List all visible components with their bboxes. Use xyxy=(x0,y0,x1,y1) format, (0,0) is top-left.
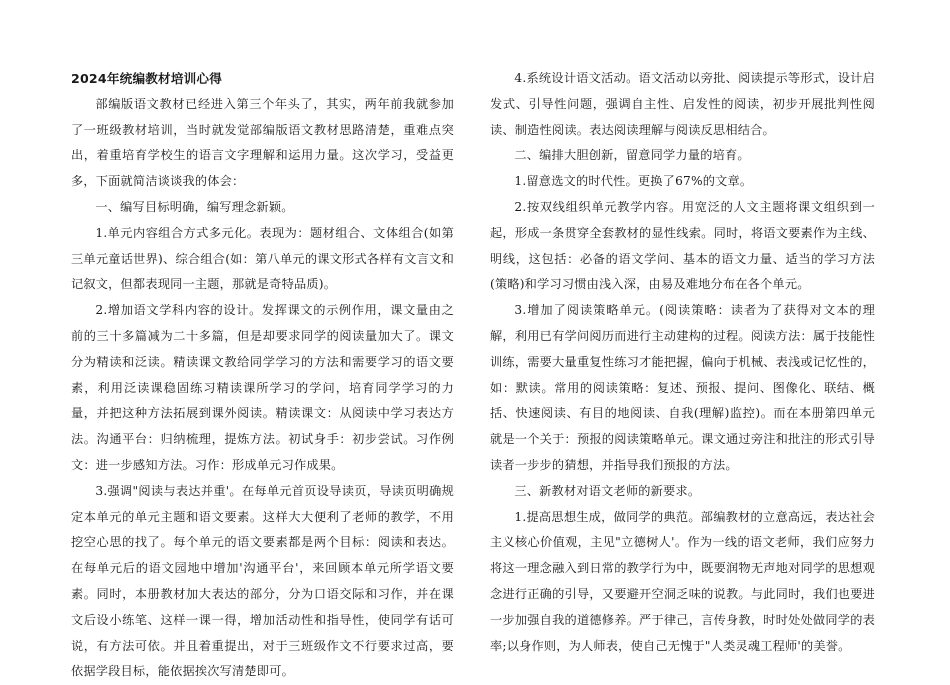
paragraph: 2.按双线组织单元教学内容。用宽泛的人文主题将课文组织到一起，形成一条贯穿全套教材的显性线索。同时，将语文要素作为主线、明线，这包括：必备的语文学问、基本的语文力量、适当的学习方法(策略)和学习习惯由浅入深，由易及难地分布在各个单元。 xyxy=(490,199,875,292)
left-column xyxy=(71,66,454,685)
paragraph: 1.单元内容组合方式多元化。表现为：题材组合、文体组合(如第三单元童话世界)、综合组合(如：第八单元的课文形式各样有文言文和记叙文，但都表现同一主题，那就是奇特品质)。 xyxy=(71,225,454,292)
section-heading: 一、编写目标明确，编写理念新颖。 xyxy=(95,199,294,214)
section-heading: 二、编排大胆创新，留意同学力量的培育。 xyxy=(514,148,750,163)
paragraph: 1.提高思想生成，做同学的典范。部编教材的立意高远，表达社会主义核心价值观，主见"立德树人'。作为一线的语文老师，我们应努力将这一理念融入到日常的教学行为中，既要润物无声地对同学的思想观念进行正确的引导，又要避开空洞乏味的说教。与此同时，我们也要进一步加强自我的道德修养。严于律己，言传身教，时时处处做同学的表率;以身作则，为人师表，使自己无愧于"人类灵魂工程师'的美誉。 xyxy=(490,509,875,653)
paragraph: 部编版语文教材已经进入第三个年头了，其实，两年前我就参加了一班级教材培训，当时就发觉部编版语文教材思路清楚，重难点突出，着重培育学校生的语言文字理解和运用力量。这次学习，受益更多，下面就简洁谈谈我的体会： xyxy=(71,96,454,189)
section-heading: 三、新教材对语文老师的新要求。 xyxy=(514,483,701,498)
paragraph: 4.系统设计语文活动。语文活动以旁批、阅读提示等形式，设计启发式、引导性问题，强调自主性、启发性的阅读，初步开展批判性阅读、制造性阅读。表达阅读理解与阅读反思相结合。 xyxy=(490,71,875,137)
paragraph: 2.增加语文学科内容的设计。发挥课文的示例作用，课文量由之前的三十多篇减为二十多篇，但是却要求同学的阅读量加大了。课文分为精读和泛读。精读课文教给同学学习的方法和需要学习的语文要素，利用泛读课稳固练习精读课所学习的学问，培育同学学习的力量，并把这种方法拓展到课外阅读。精读课文：从阅读中学习表达方法。沟通平台：归纳梳理，提炼方法。初试身手：初步尝试。习作例文：进一步感知方法。习作：形成单元习作成果。 xyxy=(71,303,454,472)
paragraph: 1.留意选文的时代性。更换了67%的文章。 xyxy=(514,174,753,189)
document-title: 2024年统编教材培训心得 xyxy=(71,71,222,86)
paragraph: 3.强调"阅读与表达并重'。在每单元首页设导读页，导读页明确规定本单元的单元主题和语文要素。这样大大便利了老师的教学，不用挖空心思的找了。每个单元的语文要素都是两个目标：阅读和表达。在每单元后的语文园地中增加'沟通平台'，来回顾本单元所学语文要素。同时，本册教材加大表达的部分，分为口语交际和习作，并在课文后设小练笔、这样一课一得，增加活动性和指导性，使同学有话可说，有方法可依。并且着重提出，对于三班级作文不行要求过高，要依据学段目标，能依据挨次写清楚即可。 xyxy=(71,483,454,679)
paragraph: 3.增加了阅读策略单元。(阅读策略：读者为了获得对文本的理解，利用已有学问阅历而进行主动建构的过程。阅读方法：属于技能性训练，需要大量重复性练习才能把握，偏向于机械、表浅或记忆性的，如：默读。常用的阅读策略：复述、预报、提问、图像化、联结、概括、快速阅读、有目的地阅读、自我(理解)监控)。而在本册第四单元就是一个关于：预报的阅读策略单元。课文通过旁注和批注的形式引导读者一步步的猜想，并指导我们预报的方法。 xyxy=(490,303,875,472)
right-column xyxy=(490,66,875,659)
